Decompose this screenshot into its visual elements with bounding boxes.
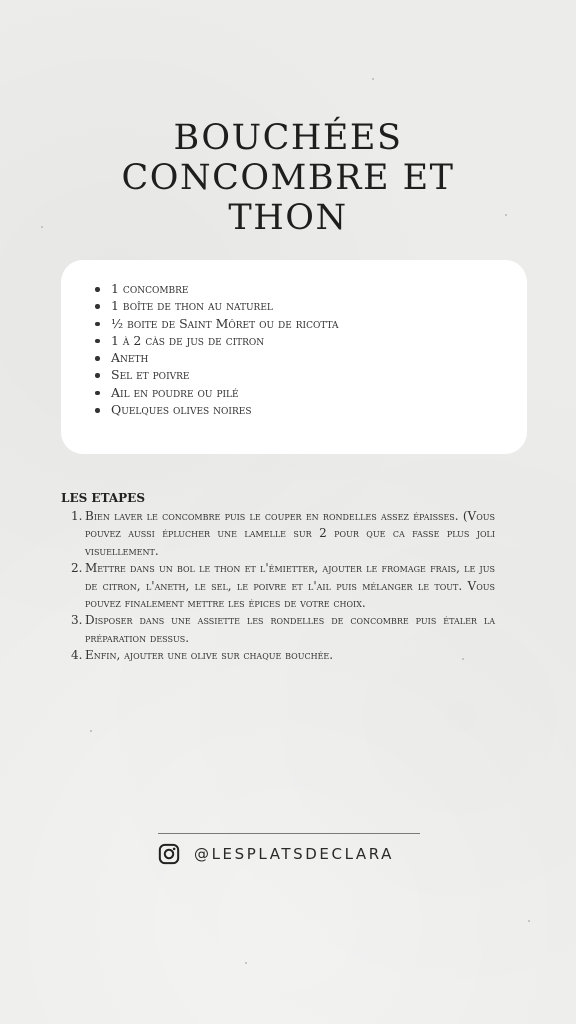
title-line-3: THON [228, 198, 348, 238]
step-number: 4. [71, 648, 83, 663]
instagram-icon[interactable] [158, 843, 180, 865]
step-number: 1. [71, 509, 83, 523]
step-text: Disposer dans une assiette les rondelles de concombre puis étaler la préparation dessus. [85, 613, 495, 645]
ingredient-item: 1 à 2 càs de jus de citron [111, 332, 503, 349]
title-line-1: BOUCHÉES [173, 118, 403, 158]
steps-section [61, 490, 495, 665]
step-item [61, 647, 495, 664]
step-item [61, 508, 495, 560]
paper-speck [245, 962, 247, 964]
ingredient-item: Aneth [111, 349, 503, 366]
step-text: Enfin, ajouter une olive sur chaque bouchée. [85, 648, 334, 663]
steps-list [61, 508, 495, 665]
ingredients-list [111, 280, 503, 418]
step-number: 3. [71, 613, 83, 628]
step-item [61, 612, 495, 647]
title-line-2: CONCOMBRE ET [121, 158, 455, 198]
paper-speck [372, 78, 374, 80]
social-footer[interactable] [158, 842, 394, 866]
step-text: Bien laver le concombre puis le couper en rondelles assez épaisses. (Vous pouvez aussi éplucher une lamelle sur 2 pour que ca fasse plus joli visuellement. [85, 509, 495, 558]
step-item [61, 560, 495, 612]
paper-speck [528, 920, 530, 922]
paper-speck [90, 730, 92, 732]
step-text: Mettre dans un bol le thon et l'émietter, ajouter le fromage frais, le jus de citron, l'aneth, le sel, le poivre et l'ail puis mélanger le tout. Vous pouvez finalement mettre les épices de votre choix. [85, 561, 495, 611]
recipe-title [0, 118, 576, 238]
ingredients-card [61, 260, 527, 454]
ingredient-item: Quelques olives noires [111, 401, 503, 418]
ingredient-item: 1 concombre [111, 280, 503, 297]
steps-heading: LES ETAPES [61, 491, 145, 505]
ingredient-item: Ail en poudre ou pilé [111, 384, 503, 401]
instagram-handle[interactable]: @LESPLATSDECLARA [194, 845, 395, 863]
footer-divider [158, 833, 420, 834]
ingredient-item: 1 boîte de thon au naturel [111, 297, 503, 314]
ingredient-item: ½ boite de Saint Môret ou de ricotta [111, 315, 503, 332]
ingredient-item: Sel et poivre [111, 366, 503, 383]
step-number: 2. [71, 561, 83, 576]
